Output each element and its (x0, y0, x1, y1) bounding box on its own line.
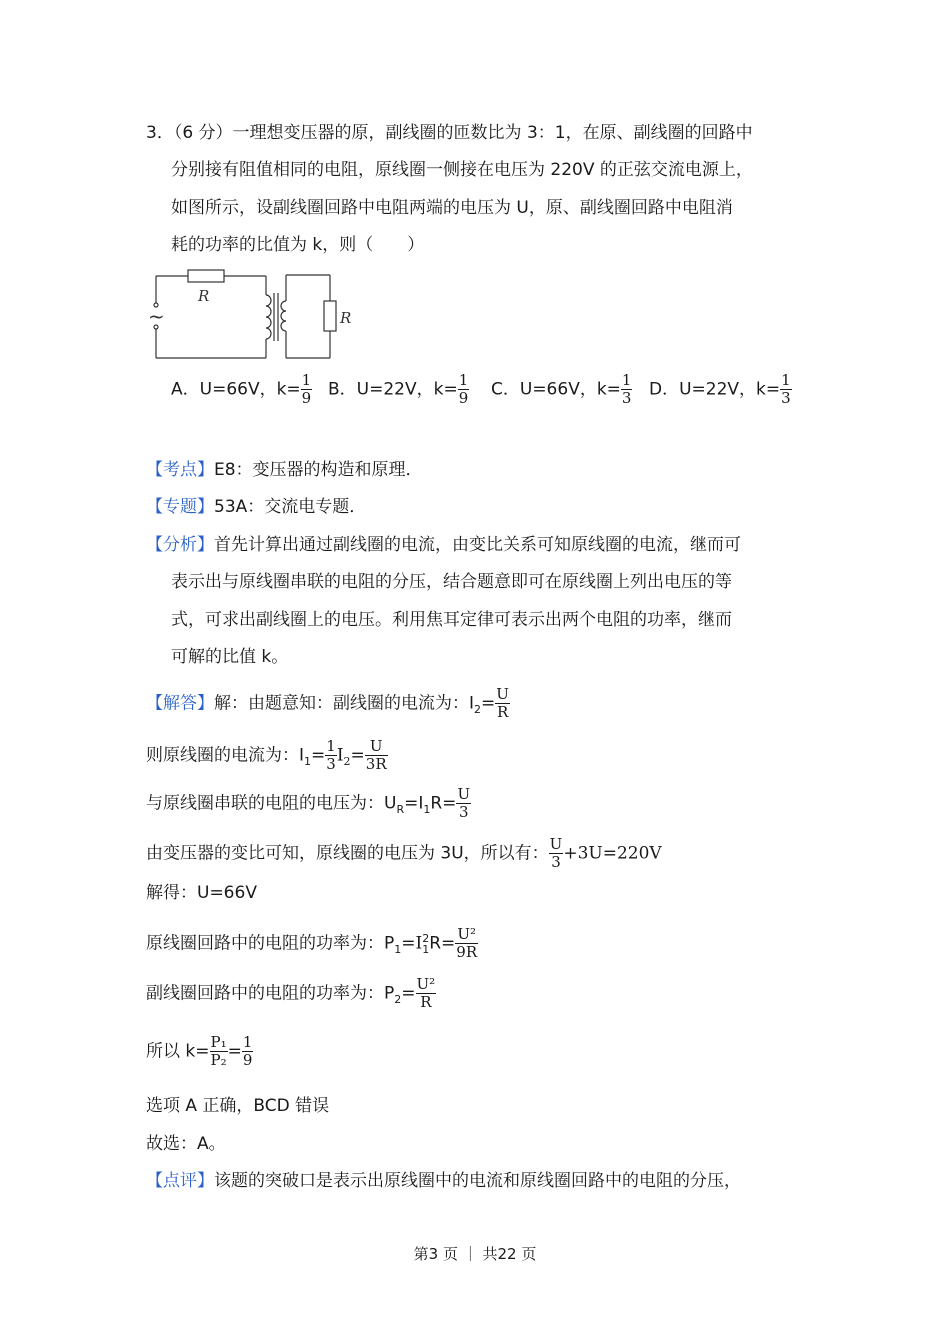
jieda-step-6: 原线圈回路中的电阻的功率为：$P_1=I$ 2 1 R= $\frac{\text{U²}}{9R}$ (146, 925, 478, 961)
dianping: 【点评】该题的突破口是表示出原线圈中的电流和原线圈回路中的电阻的分压， (146, 1171, 741, 1191)
jieda-step-10: 故选：A。 (146, 1134, 226, 1154)
primary-coil (266, 295, 271, 339)
secondary-coil (281, 301, 286, 331)
jieda-step-8: 所以 k= $\frac{\text{P₁}}{\text{P₂}}$ = $\frac{1}{9}$ (146, 1033, 253, 1069)
question-line-2: 分别接有阻值相同的电阻，原线圈一侧接在电压为 220V 的正弦交流电源上， (171, 160, 753, 180)
page-footer: 第3 页 ｜ 共22 页 (413, 1245, 537, 1263)
fenxi-line-3: 式，可求出副线圈上的电压。利用焦耳定律可表示出两个电阻的功率，继而 (171, 610, 732, 630)
jieda-step-9: 选项 A 正确，BCD 错误 (146, 1096, 330, 1116)
ac-source-symbol: ~ (148, 304, 165, 328)
jieda-step-2: 则原线圈的电流为：$I_1=$ $\frac{1}{3}$ $I_2=$ $\frac{U}{3R}$ (146, 737, 387, 773)
fenxi-line-2: 表示出与原线圈串联的电阻的分压，结合题意即可在原线圈上列出电压的等 (171, 572, 732, 592)
kaodian: 【考点】E8：变压器的构造和原理． (146, 460, 423, 480)
jieda-step-5: 解得：U=66V (146, 883, 257, 903)
jieda-step-1: 【解答】解：由题意知：副线圈的电流为：$I_2=$ $\frac{U}{R}$ (146, 685, 509, 721)
jieda-step-4: 由变压器的变比可知，原线圈的电压为 3U，所以有： $\frac{U}{3}$ +3U=220V (146, 835, 662, 871)
option-c: C．U=66V，k= $\frac{1}{3}$ (491, 371, 632, 407)
primary-resistor (188, 270, 224, 282)
secondary-resistor (324, 301, 336, 331)
option-d: D．U=22V，k= $\frac{1}{3}$ (649, 371, 791, 407)
dianping-tag: 【点评】 (146, 1171, 214, 1191)
fenxi-line-1: 【分析】首先计算出通过副线圈的电流，由变比关系可知原线圈的电流，继而可 (146, 535, 741, 555)
jieda-tag: 【解答】 (146, 693, 214, 714)
transformer-circuit-diagram (140, 265, 370, 365)
question-line-4: 耗的功率的比值为 k，则（ ） (171, 235, 425, 255)
jieda-step-7: 副线圈回路中的电阻的功率为：$P_2=$ $\frac{\text{U²}}{R}$ (146, 975, 436, 1011)
option-a: A．U=66V，k= $\frac{1}{9}$ (171, 371, 312, 407)
secondary-resistor-label: R (340, 309, 352, 327)
zhuanti-tag: 【专题】 (146, 497, 214, 517)
primary-resistor-label: R (198, 287, 210, 305)
question-line-3: 如图所示，设副线圈回路中电阻两端的电压为 U，原、副线圈回路中电阻消 (171, 198, 733, 218)
fenxi-line-4: 可解的比值 k。 (171, 647, 289, 667)
question-line-1: 3．（6 分）一理想变压器的原，副线圈的匝数比为 3：1，在原、副线圈的回路中 (146, 123, 753, 143)
zhuanti: 【专题】53A：交流电专题． (146, 497, 367, 517)
option-b: B．U=22V，k= $\frac{1}{9}$ (328, 371, 469, 407)
fenxi-tag: 【分析】 (146, 535, 214, 555)
kaodian-tag: 【考点】 (146, 460, 214, 480)
jieda-step-3: 与原线圈串联的电阻的电压为：$U_R=I_1R=$ $\frac{U}{3}$ (146, 785, 471, 821)
